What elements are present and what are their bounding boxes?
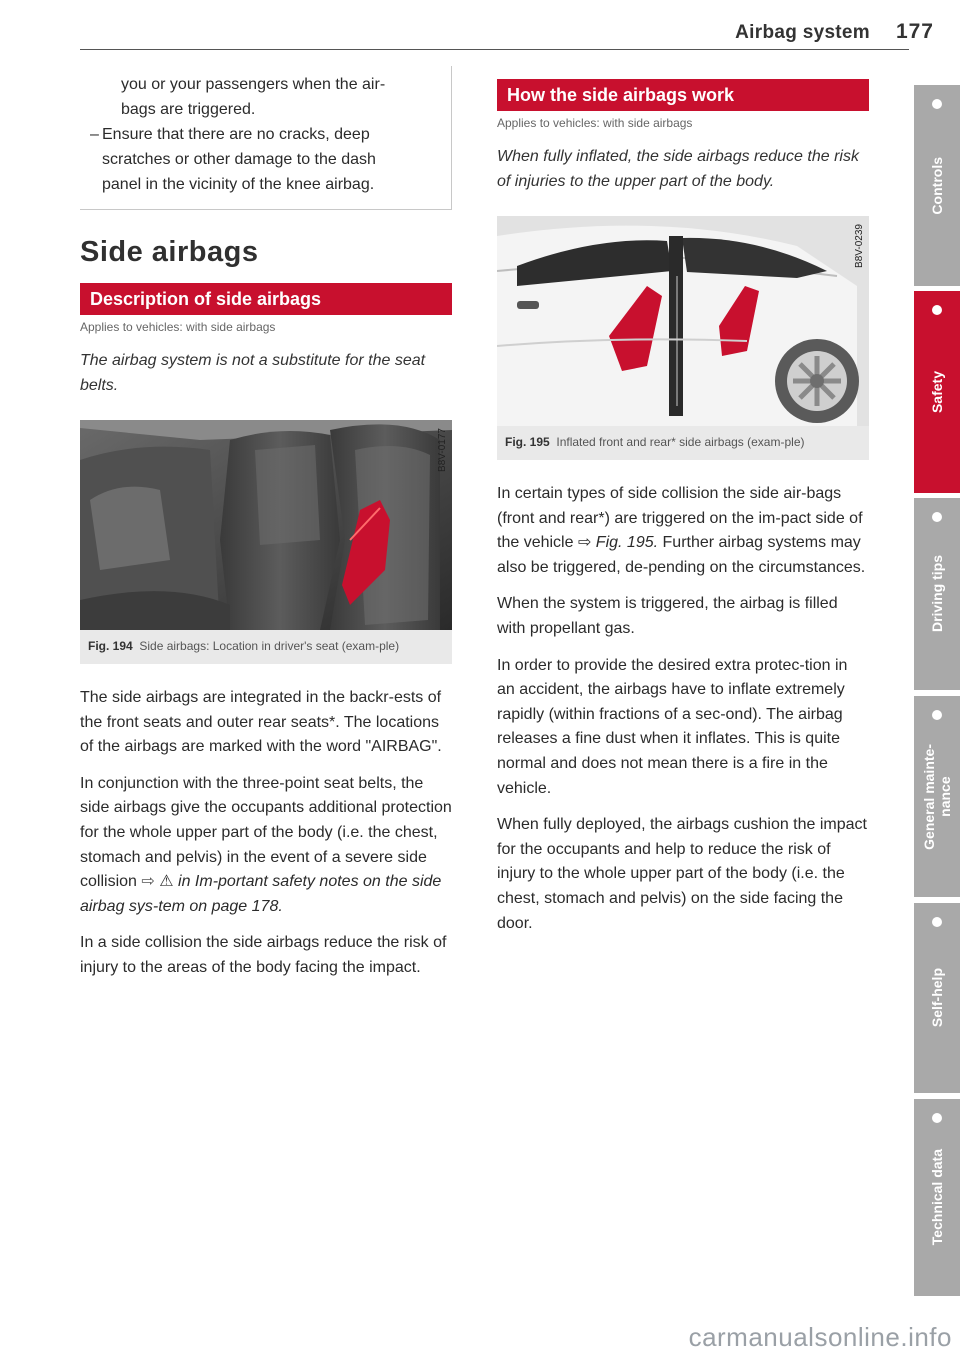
warning-triangle-icon: ⚠ [159, 873, 174, 891]
body-paragraph: In conjunction with the three-point seat belts, the side airbags give the occupants additional protection for the whole upper part of the body (i.e. the chest, stomach and pelvis) in the event of a severe side collision ⇨ ⚠ in Im-portant safety notes on the side airbag sys-tem on page 178. [80, 774, 452, 915]
tab-label: Controls [929, 156, 945, 215]
applies-note: Applies to vehicles: with side airbags [80, 320, 276, 334]
figure-code: B8V-0239 [854, 224, 865, 268]
seat-airbag-image [80, 420, 452, 630]
body-paragraph: In a side collision the side airbags reduce the risk of injury to the areas of the body facing the impact. [80, 934, 447, 976]
watermark: carmanualsonline.info [688, 1322, 952, 1352]
page-number: 177 [895, 20, 934, 43]
tab-label: Technical data [929, 1149, 945, 1246]
car-side-airbags-illustration [497, 216, 869, 426]
figure-caption [80, 630, 452, 656]
tab-general-maintenance[interactable] [914, 696, 960, 897]
running-header-title: Airbag system [735, 22, 870, 43]
tab-label: Self-help [929, 968, 945, 1028]
tab-driving-tips[interactable] [914, 498, 960, 690]
driver-seat-illustration [80, 420, 452, 630]
cross-reference-link[interactable]: ⇨ ⚠ in Im-portant safety notes on the side airbag sys-tem on page 178. [80, 873, 442, 915]
figure-caption [497, 426, 869, 452]
subsection-title-bar: Description of side airbags [80, 283, 452, 315]
figure-caption-text: Inflated front and rear* side airbags (exam-ple) [556, 435, 805, 449]
tab-label: Driving tips [929, 555, 945, 633]
arrow-right-icon: ⇨ [141, 873, 155, 891]
bullet-continuation: panel in the vicinity of the knee airbag. [102, 176, 375, 193]
tab-controls[interactable] [914, 85, 960, 286]
figure-194 [80, 420, 452, 664]
body-paragraph: The side airbags are integrated in the backr-ests of the front seats and outer rear seats*. The locations of the airbags are marked with the word "AIRBAG". [80, 689, 442, 756]
figure-label: Fig. 195 [505, 435, 550, 449]
dash-bullet: – [90, 126, 99, 143]
continued-line: bags are triggered. [121, 101, 256, 118]
figure-label: Fig. 194 [88, 639, 133, 653]
bullet-continuation: scratches or other damage to the dash [102, 151, 376, 168]
lead-text: The airbag system is not a substitute for the seat belts. [80, 352, 426, 394]
body-paragraph: In order to provide the desired extra protec-tion in an accident, the airbags have to inflate extremely rapidly (within fractions of a sec-ond). The airbag releases a fine dust when it inflates. This is quite normal and does not mean there is a fire in the vehicle. [497, 656, 848, 797]
tab-safety[interactable] [914, 291, 960, 493]
tab-technical-data[interactable] [914, 1099, 960, 1296]
car-airbag-image [497, 216, 869, 426]
right-column [497, 79, 869, 948]
applies-note: Applies to vehicles: with side airbags [497, 116, 693, 130]
lead-text: When fully inflated, the side airbags reduce the risk of injuries to the upper part of the body. [497, 148, 859, 190]
body-paragraph: When the system is triggered, the airbag is filled with propellant gas. [497, 595, 838, 637]
tab-self-help[interactable] [914, 903, 960, 1093]
body-paragraph: In certain types of side collision the side air-bags (front and rear*) are triggered on the im-pact side of the vehicle ⇨ Fig. 195. Further airbag systems may also be triggered, de-pending on the circumstances. [497, 485, 866, 576]
subsection-title-bar: How the side airbags work [497, 79, 869, 111]
bullet-item: – Ensure that there are no cracks, deep [80, 122, 437, 147]
tab-label: Safety [929, 370, 945, 414]
header-rule [80, 49, 909, 50]
figure-caption-text: Side airbags: Location in driver's seat (exam-ple) [139, 639, 400, 653]
continued-warning-box [80, 66, 452, 210]
left-column [80, 66, 452, 993]
section-title: Side airbags [80, 236, 259, 268]
figure-195 [497, 216, 869, 460]
tab-label: General mainte- nance [921, 743, 953, 850]
figure-code: B8V-0177 [437, 428, 448, 472]
figure-cross-reference[interactable]: ⇨ Fig. 195. [577, 534, 659, 552]
continued-line: you or your passengers when the air- [121, 76, 386, 93]
body-paragraph: When fully deployed, the airbags cushion the impact for the occupants and help to reduce the risk of injury to the whole upper part of the body (i.e. the chest, stomach and pelvis) on the side facing the door. [497, 816, 867, 932]
